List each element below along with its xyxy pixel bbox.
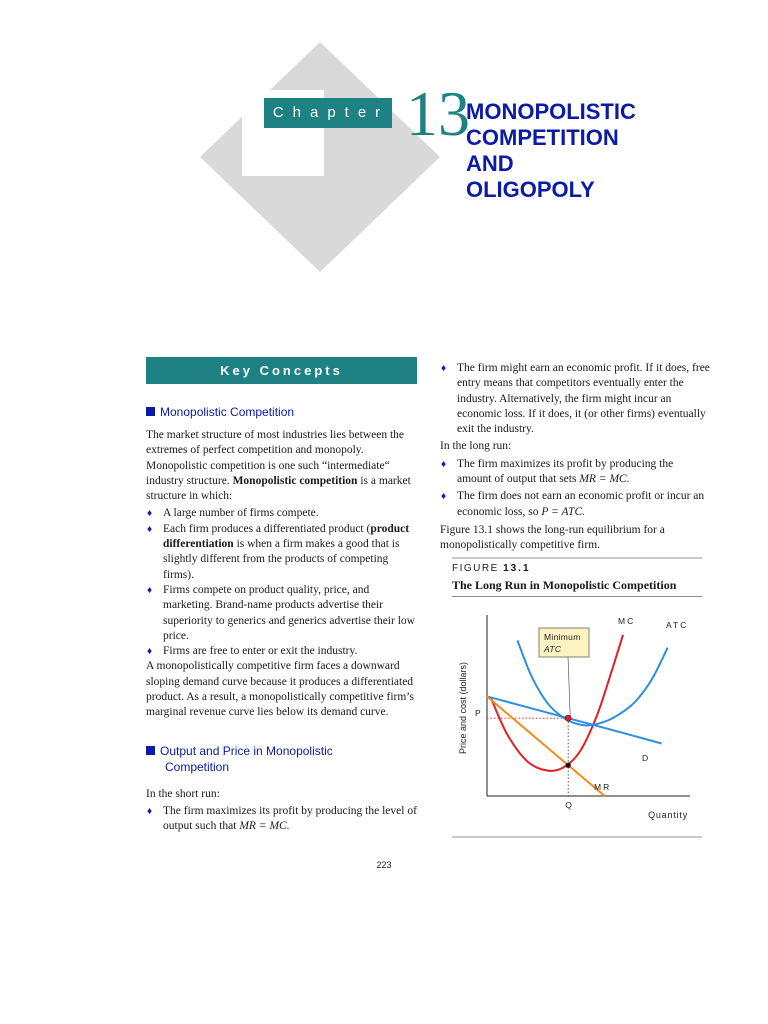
- diamond-bullet-icon: ♦: [147, 584, 153, 596]
- label-atc: ATC: [666, 620, 689, 630]
- list-item: ♦ Each firm produces a differentiated product (product differentiation is when a firm makes a good that is slightly different from the products of competing firms).: [147, 522, 410, 581]
- label-mr: MR: [594, 782, 612, 792]
- figure-label: FIGURE 13.1: [452, 563, 531, 574]
- page-number: 223: [376, 860, 392, 870]
- figure-title-rule: [452, 596, 702, 597]
- list-item: ♦ A large number of firms compete.: [146, 506, 418, 521]
- diamond-bullet-icon: ♦: [147, 805, 153, 817]
- mr-mc-intersection-point: [566, 763, 571, 768]
- list-item: ♦ Firms compete on product quality, price, and marketing. Brand-name products advertise their superiority to generics and generics advertise their low price.: [147, 583, 415, 642]
- chapter-number: 13: [406, 78, 470, 149]
- chapter-title: [466, 99, 636, 203]
- diamond-bullet-icon: ♦: [441, 458, 447, 470]
- title-line-4: OLIGOPOLY: [466, 177, 595, 202]
- diamond-bullet-icon: ♦: [147, 523, 153, 535]
- label-d: D: [642, 753, 649, 763]
- label-p: P: [475, 708, 481, 719]
- right-column: [440, 361, 710, 554]
- long-run-chart: [452, 600, 702, 835]
- square-bullet-icon: [146, 746, 155, 755]
- chapter-label: Chapter: [264, 98, 392, 128]
- figure-reference-paragraph: Figure 13.1 shows the long-run equilibrium for a monopolistically competitive firm.: [440, 523, 665, 552]
- label-q: Q: [565, 800, 572, 810]
- intro-paragraph: The market structure of most industries lies between the extremes of perfect competition and monopoly. Monopolistic competition is one such “intermediate“ industry structure. Monopolistic competition is a market structure in which:: [146, 429, 411, 503]
- label-mc: MC: [618, 616, 636, 626]
- x-axis-label: Quantity: [648, 810, 688, 820]
- list-item: ♦ The firm maximizes its profit by producing the amount of output that sets MR = MC.: [441, 457, 674, 486]
- list-item: ♦ The firm maximizes its profit by producing the level of output such that MR = MC.: [147, 804, 417, 833]
- y-axis-label: Price and cost (dollars): [458, 661, 468, 755]
- title-line-2: COMPETITION: [466, 125, 619, 150]
- figure-bottom-rule: [452, 836, 702, 838]
- diamond-bullet-icon: ♦: [441, 363, 447, 374]
- key-concepts-label: Key Concepts: [146, 357, 417, 384]
- short-run-label: In the short run:: [146, 787, 220, 800]
- chapter-diamond-graphic: [200, 42, 440, 272]
- list-item: ♦ The firm does not earn an economic profit or incur an economic loss, so P = ATC.: [441, 490, 705, 518]
- title-line-1: MONOPOLISTIC: [466, 99, 636, 124]
- diamond-bullet-icon: ♦: [147, 646, 153, 658]
- list-item: ♦ The firm might earn an economic profit. If it does, free entry means that competitors eventually enter the industry. Alternatively, the firm might incur an economic loss. If it does, it (or other firms) eventually exit the industry.: [441, 362, 710, 436]
- section-heading-monopolistic-competition: Monopolistic Competition: [146, 404, 418, 420]
- figure-title: The Long Run in Monopolistic Competition: [452, 578, 677, 592]
- square-bullet-icon: [146, 407, 155, 416]
- callout-text: Minimum ATC: [544, 632, 581, 654]
- section-heading-output-price: Output and Price in Monopolistic Competition: [146, 743, 418, 775]
- callout-leader-line: [568, 657, 570, 716]
- long-run-label: In the long run:: [440, 440, 512, 453]
- chart-curves: [487, 635, 668, 796]
- demand-paragraph: A monopolistically competitive firm faces a downward sloping demand curve because it produces a differentiated product. As a result, a monopolistically competitive firm’s marginal revenue curve lies below its demand curve.: [146, 660, 414, 719]
- curve-d: [487, 696, 662, 743]
- list-item: ♦ Firms are free to enter or exit the industry.: [146, 644, 418, 659]
- diamond-bullet-icon: ♦: [147, 508, 153, 520]
- left-column: [146, 404, 418, 835]
- title-line-3: AND: [466, 151, 514, 176]
- diamond-bullet-icon: ♦: [441, 491, 447, 503]
- figure-top-rule: [452, 557, 702, 559]
